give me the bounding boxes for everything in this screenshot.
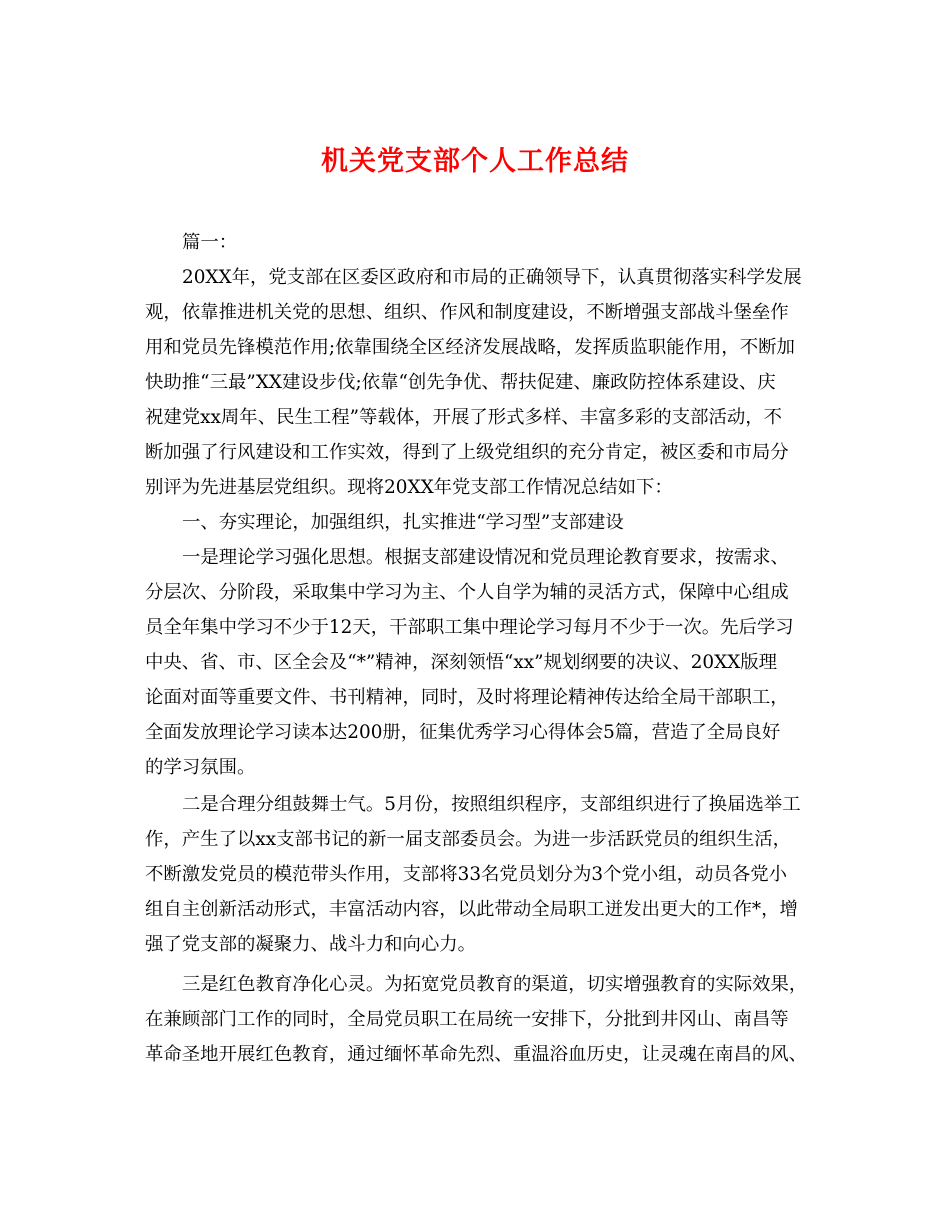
text-line: 别评为先进基层党组织。现将20XX年党支部工作情况总结如下： [145, 477, 673, 498]
text-line: 全面发放理论学习读本达200册，征集优秀学习心得体会5篇，营造了全局良好 [145, 722, 781, 743]
text-line: 员全年集中学习不少于12天，干部职工集中理论学习每月不少于一次。先后学习 [145, 617, 794, 638]
text-line: 一是理论学习强化思想。根据支部建设情况和党员理论教育要求，按需求、 [182, 547, 789, 568]
text-line: 作，产生了以xx支部书记的新一届支部委员会。为进一步活跃党员的组织生活， [145, 829, 792, 850]
text-line: 不断激发党员的模范带头作用，支部将33名党员划分为3个党小组，动员各党小 [145, 864, 787, 885]
text-line: 快助推“三最”XX建设步伐;依靠“创先争优、帮扶促建、廉政防控体系建设、庆 [145, 372, 776, 393]
paragraph-intro [145, 260, 805, 505]
text-line: 中央、省、市、区全会及“*”精神，深刻领悟“xx”规划纲要的决议、20XX版理 [145, 652, 778, 673]
text-line: 组自主创新活动形式，丰富活动内容，以此带动全局职工迸发出更大的工作*，增 [145, 899, 798, 920]
text-line: 在兼顾部门工作的同时，全局党员职工在局统一安排下，分批到井冈山、南昌等 [145, 1009, 789, 1030]
text-line: 强了党支部的凝聚力、战斗力和向心力。 [145, 934, 477, 955]
text-line: 用和党员先锋模范作用;依靠围绕全区经济发展战略，发挥质监职能作用，不断加 [145, 337, 795, 358]
text-line: 祝建党xx周年、民生工程”等载体，开展了形式多样、丰富多彩的支部活动，不 [145, 407, 783, 428]
paragraph-grouping [145, 787, 805, 962]
section-label: 篇一： [182, 232, 238, 253]
text-line: 观，依靠推进机关党的思想、组织、作风和制度建设，不断增强支部战斗堡垒作 [145, 302, 789, 323]
text-line: 的学习氛围。 [145, 757, 256, 778]
text-line: 三是红色教育净化心灵。为拓宽党员教育的渠道，切实增强教育的实际效果， [182, 974, 808, 995]
text-line: 一、夯实理论，加强组织，扎实推进“学习型”支部建设 [182, 512, 624, 533]
text-line: 革命圣地开展红色教育，通过缅怀革命先烈、重温浴血历史，让灵魂在南昌的风、 [145, 1044, 808, 1065]
paragraph-theory-study [145, 540, 805, 785]
document-body [145, 225, 808, 1072]
text-line: 断加强了行风建设和工作实效，得到了上级党组织的充分肯定，被区委和市局分 [145, 442, 789, 463]
text-line: 20XX年，党支部在区委区政府和市局的正确领导下，认真贯彻落实科学发展 [182, 267, 802, 288]
text-line: 论面对面等重要文件、书刊精神，同时，及时将理论精神传达给全局干部职工， [145, 687, 789, 708]
text-line: 二是合理分组鼓舞士气。5月份，按照组织程序，支部组织进行了换届选举工 [182, 794, 801, 815]
document-title: 机关党支部个人工作总结 [321, 146, 629, 177]
text-line: 分层次、分阶段，采取集中学习为主、个人自学为辅的灵活方式，保障中心组成 [145, 582, 789, 603]
section-heading [145, 505, 805, 540]
paragraph-red-education [145, 967, 808, 1072]
